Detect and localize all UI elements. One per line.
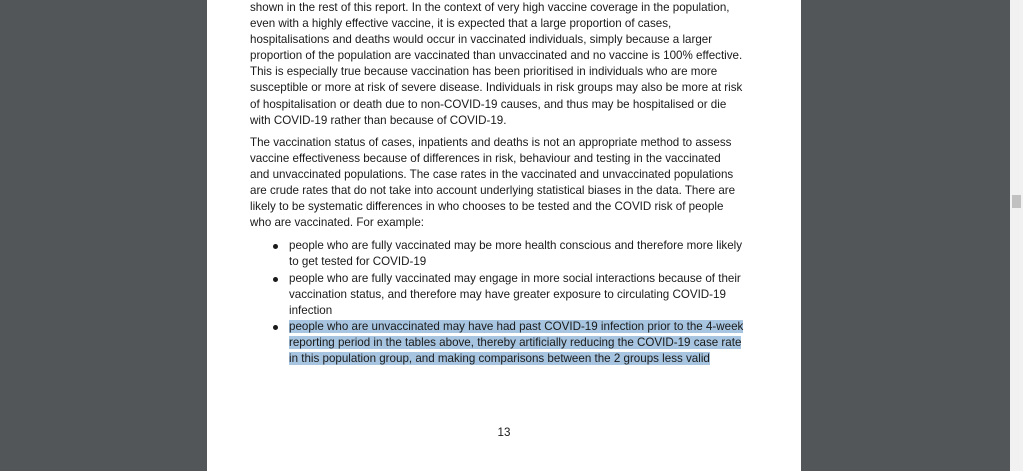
text-line: even with a highly effective vaccine, it is expected that a large proportion of cases, xyxy=(250,17,672,31)
selected-text[interactable]: in this population group, and making comparisons between the 2 groups less valid xyxy=(289,351,710,365)
text-line: likely to be systematic differences in who chooses to be tested and the COVID risk of people xyxy=(250,200,724,214)
selected-text-line[interactable] xyxy=(289,351,770,367)
vertical-scrollbar[interactable] xyxy=(1010,0,1023,471)
paragraph-vaccine-coverage xyxy=(250,0,770,129)
text-line: are crude rates that do not take into account underlying statistical biases in the data. There are xyxy=(250,184,736,198)
paragraph-vaccination-status xyxy=(250,135,770,232)
scrollbar-thumb[interactable] xyxy=(1012,195,1021,208)
selected-text[interactable]: reporting period in the tables above, thereby artificially reducing the COVID-19 case rate xyxy=(289,335,742,349)
text-line: who are vaccinated. For example: xyxy=(250,216,424,230)
document-page xyxy=(207,0,801,471)
text-line: vaccine effectiveness because of differences in risk, behaviour and testing in the vaccinated xyxy=(250,151,721,165)
text-line: The vaccination status of cases, inpatients and deaths is not an appropriate method to assess xyxy=(250,135,732,149)
text-line: of hospitalisation or death due to non-COVID-19 causes, and thus may be hospitalised or die xyxy=(250,97,727,111)
page-number: 13 xyxy=(497,426,511,439)
text-line: proportion of the population are vaccinated than unvaccinated and no vaccine is 100% effective. xyxy=(250,49,743,63)
selected-text-line[interactable] xyxy=(289,335,770,351)
selected-text-line[interactable] xyxy=(289,319,770,335)
text-line: shown in the rest of this report. In the context of very high vaccine coverage in the population, xyxy=(250,1,730,14)
text-line: people who are fully vaccinated may be more health conscious and therefore more likely xyxy=(289,239,743,253)
bullet-item-past-infection-selected[interactable] xyxy=(250,319,770,367)
text-line: vaccination status, and therefore may have greater exposure to circulating COVID-19 xyxy=(289,287,726,301)
text-line: infection xyxy=(289,303,333,317)
bullet-item-social-interactions xyxy=(250,271,770,319)
text-line: and unvaccinated populations. The case rates in the vaccinated and unvaccinated populations xyxy=(250,167,734,181)
bullet-dot-icon xyxy=(273,244,278,249)
bullet-dot-icon xyxy=(273,325,278,330)
text-line: This is especially true because vaccination has been prioritised in individuals who are more xyxy=(250,65,718,79)
bullet-item-health-conscious xyxy=(250,238,770,270)
page-content xyxy=(250,0,770,367)
bullet-dot-icon xyxy=(273,277,278,282)
text-line: hospitalisations and deaths would occur in vaccinated individuals, simply because a larger xyxy=(250,33,713,47)
text-line: with COVID-19 rather than because of COVID-19. xyxy=(250,113,507,127)
text-line: susceptible or more at risk of severe disease. Individuals in risk groups may also be more at risk xyxy=(250,81,743,95)
text-line: people who are fully vaccinated may engage in more social interactions because of their xyxy=(289,271,741,285)
selected-text[interactable]: people who are unvaccinated may have had past COVID-19 infection prior to the 4-week xyxy=(289,319,744,333)
example-bullet-list xyxy=(250,238,770,367)
text-line: to get tested for COVID-19 xyxy=(289,255,427,269)
